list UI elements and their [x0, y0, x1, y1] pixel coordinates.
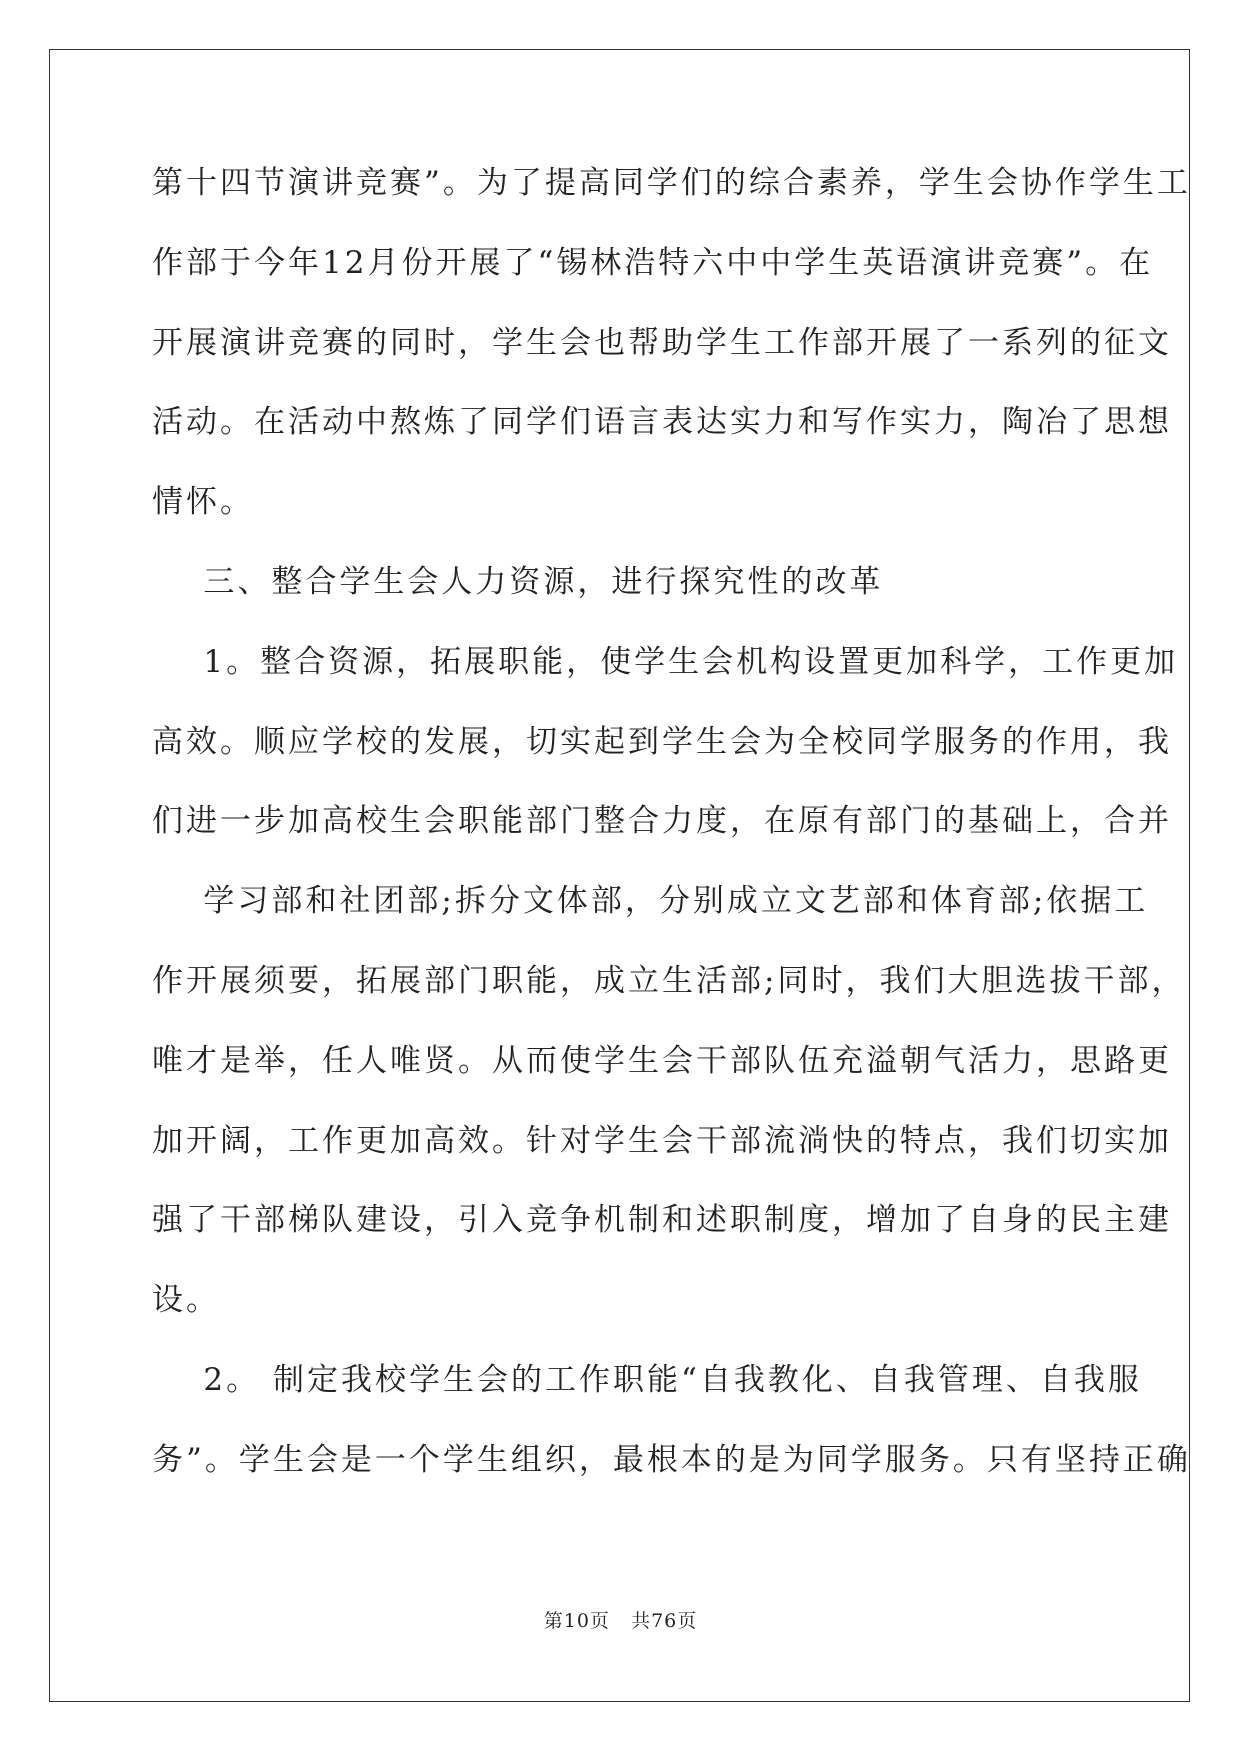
page-number: 第10页: [543, 1610, 610, 1632]
text-line: 开展演讲竞赛的同时，学生会也帮助学生工作部开展了一系列的征文: [152, 324, 1172, 361]
text-line: 作部于今年12月份开展了“锡林浩特六中中学生英语演讲竞赛”。在: [152, 244, 1154, 281]
text-line: 高效。顺应学校的发展，切实起到学生会为全校同学服务的作用，我: [152, 723, 1172, 760]
text-line: 务”。学生会是一个学生组织，最根本的是为同学服务。只有坚持正确: [152, 1441, 1191, 1478]
text-line: 强了干部梯队建设，引入竞争机制和述职制度，增加了自身的民主建: [152, 1202, 1172, 1239]
document-body: [152, 158, 1191, 1515]
text-line: 情怀。: [152, 484, 254, 521]
text-line: 唯才是举，任人唯贤。从而使学生会干部队伍充溢朝气活力，思路更: [152, 1042, 1172, 1079]
section-heading: 三、整合学生会人力资源，进行探究性的改革: [152, 563, 884, 600]
text-line: 学习部和社团部;拆分文体部，分别成立文艺部和体育部;依据工: [152, 883, 1149, 920]
text-line: 活动。在活动中熬炼了同学们语言表达实力和写作实力，陶冶了思想: [152, 404, 1172, 441]
text-line: 作开展须要，拓展部门职能，成立生活部;同时，我们大胆选拔干部，: [152, 962, 1186, 999]
text-line: 加开阔，工作更加高效。针对学生会干部流淌快的特点，我们切实加: [152, 1122, 1172, 1159]
text-line: 第十四节演讲竞赛”。为了提高同学们的综合素养，学生会协作学生工: [152, 165, 1191, 201]
page-total: 共76页: [631, 1610, 698, 1632]
page-footer: [0, 1606, 1241, 1633]
text-line: 1。整合资源，拓展职能，使学生会机构设置更加科学，工作更加: [152, 643, 1179, 680]
text-line: 们进一步加高校生会职能部门整合力度，在原有部门的基础上，合并: [152, 803, 1172, 840]
text-line: 2。 制定我校学生会的工作职能“自我教化、自我管理、自我服: [152, 1361, 1142, 1398]
text-line: 设。: [152, 1282, 220, 1319]
